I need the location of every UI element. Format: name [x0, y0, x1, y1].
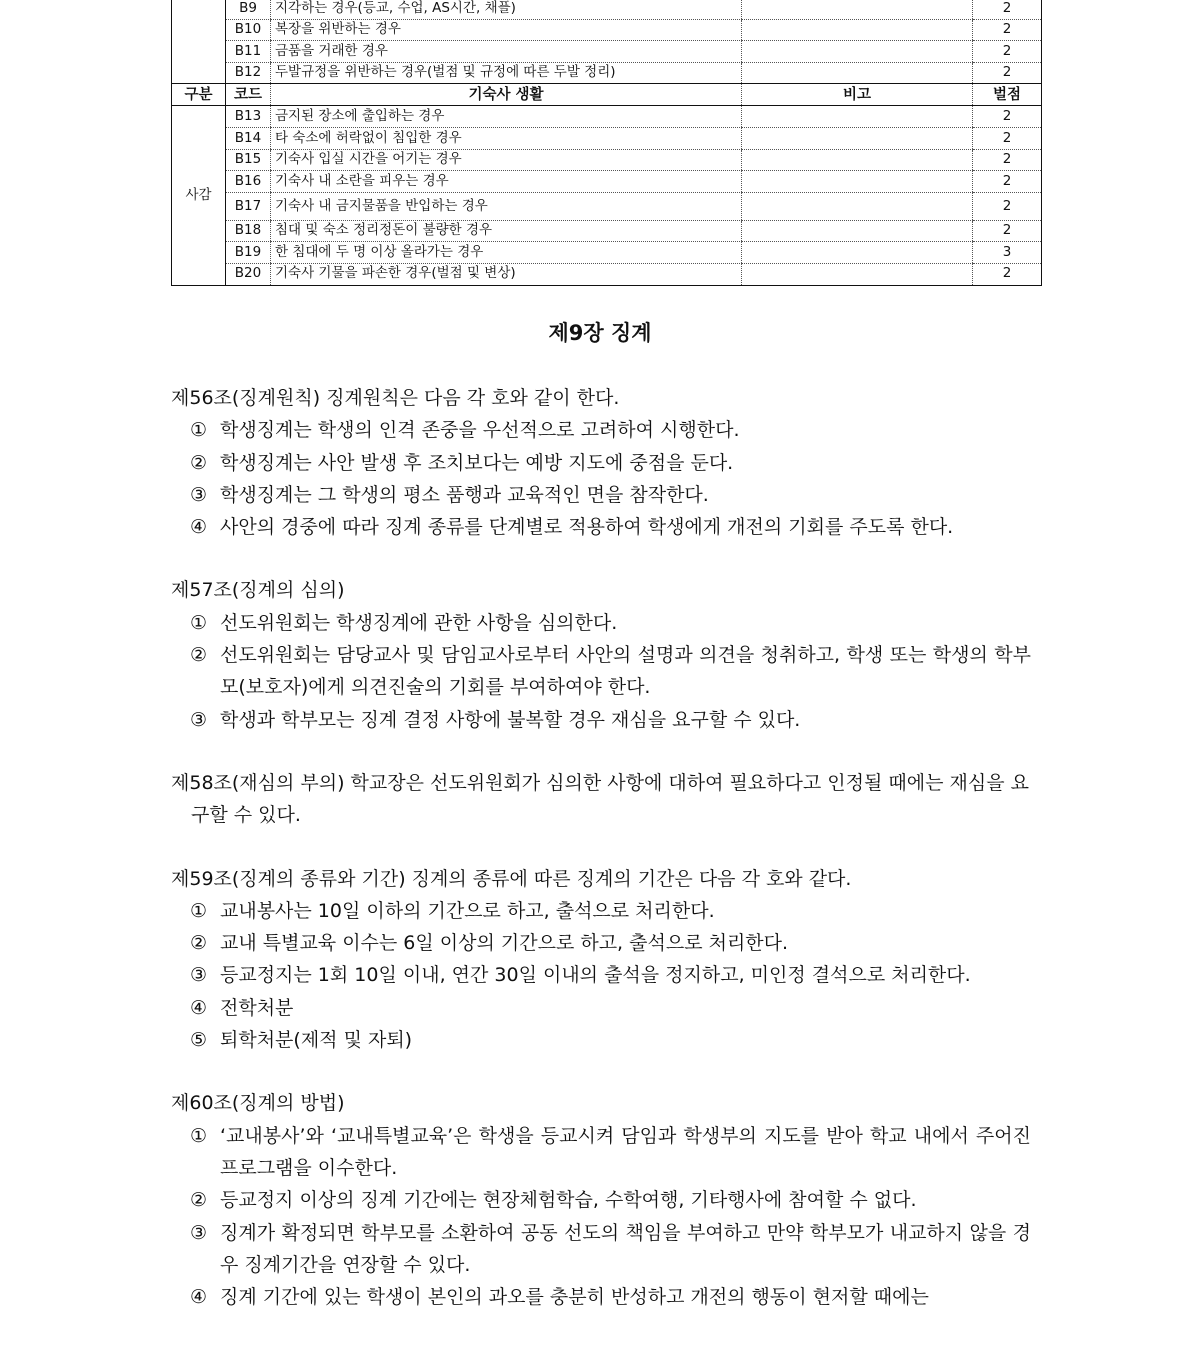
table-row: [172, 263, 1042, 285]
code-cell: B16: [226, 171, 271, 193]
code-cell: B20: [234, 265, 262, 282]
note-cell: [742, 127, 973, 149]
item-cell: 침대 및 숙소 정리정돈이 불량한 경우: [271, 220, 742, 242]
item-number: ③: [190, 708, 208, 731]
list-item: [171, 927, 1031, 959]
item-cell: 한 침대에 두 명 이상 올라가는 경우: [271, 242, 742, 264]
score-cell: 2: [973, 62, 1042, 84]
item-text: 학생징계는 그 학생의 평소 품행과 교육적인 면을 참작한다.: [220, 483, 709, 506]
table-row: [172, 242, 1042, 264]
table-row: [172, 106, 1042, 128]
score-cell: 2: [973, 19, 1042, 41]
table-row: [172, 127, 1042, 149]
score-cell: 3: [973, 242, 1042, 264]
note-cell: [742, 220, 973, 242]
list-item: [171, 639, 1031, 704]
header-code: 코드: [226, 84, 271, 106]
item-number: ①: [190, 1124, 208, 1147]
item-cell: 복장을 위반하는 경우: [271, 19, 742, 41]
list-item: [171, 607, 1031, 639]
list-item: [171, 1281, 1031, 1313]
note-cell: [742, 263, 973, 285]
chapter-title: 제9장 징계: [548, 321, 652, 345]
item-number: ③: [190, 483, 208, 506]
table-row: [172, 192, 1042, 220]
code-cell: B12: [226, 62, 271, 84]
item-number: ③: [190, 1221, 208, 1244]
header-note: 비고: [742, 84, 973, 106]
article-heading: 제59조(징계의 종류와 기간) 징계의 종류에 따른 징계의 기간은 다음 각 호와 같다.: [171, 867, 852, 890]
list-item: [171, 1024, 1031, 1056]
list-item: [171, 959, 1031, 991]
item-number: ②: [190, 932, 208, 955]
note-cell: [742, 242, 973, 264]
article-58: [171, 767, 1031, 832]
code-cell: B13: [226, 106, 271, 128]
list-item: [171, 1184, 1031, 1216]
item-cell: 기숙사 내 금지물품을 반입하는 경우: [271, 192, 742, 220]
score-cell: 2: [973, 192, 1042, 220]
header-score: 벌점: [973, 84, 1042, 106]
item-number: ⑤: [190, 1029, 208, 1052]
code-cell: B18: [226, 220, 271, 242]
item-text: 교내 특별교육 이수는 6일 이상의 기간으로 하고, 출석으로 처리한다.: [220, 932, 789, 955]
list-item: [171, 414, 1031, 446]
score-cell: 2: [973, 0, 1042, 19]
item-text: 학생과 학부모는 징계 결정 사항에 불복할 경우 재심을 요구할 수 있다.: [220, 708, 801, 731]
score-cell: 2: [973, 106, 1042, 128]
note-cell: [742, 171, 973, 193]
list-item: [171, 511, 1031, 543]
table-row: [172, 220, 1042, 242]
list-item: [171, 992, 1031, 1024]
item-cell: 기숙사 입실 시간을 어기는 경우: [271, 149, 742, 171]
item-text: 선도위원회는 담당교사 및 담임교사로부터 사안의 설명과 의견을 청취하고, 학생 또는 학생의 학부모(보호자)에게 의견진술의 기회를 부여하여야 한다.: [220, 644, 1031, 699]
item-number: ①: [190, 899, 208, 922]
note-cell: [742, 0, 973, 19]
category-cell-top: [172, 0, 226, 84]
code-cell: B11: [226, 41, 271, 63]
code-cell: B15: [226, 149, 271, 171]
item-number: ④: [190, 996, 208, 1019]
article-heading: 제57조(징계의 심의): [171, 579, 345, 602]
item-text: 교내봉사는 10일 이하의 기간으로 하고, 출석으로 처리한다.: [220, 899, 715, 922]
item-number: ④: [190, 516, 208, 539]
table-row: [172, 41, 1042, 63]
item-text: 퇴학처분(제적 및 자퇴): [220, 1029, 413, 1052]
penalty-table: [171, 0, 1042, 286]
score-cell: 2: [973, 41, 1042, 63]
code-cell: B10: [226, 19, 271, 41]
note-cell: [742, 192, 973, 220]
item-text: 징계 기간에 있는 학생이 본인의 과오를 충분히 반성하고 개전의 행동이 현저할 때에는: [220, 1286, 929, 1309]
item-text: 선도위원회는 학생징계에 관한 사항을 심의한다.: [220, 611, 618, 634]
item-number: ①: [190, 419, 208, 442]
article-60: [171, 1087, 1031, 1313]
score-cell: 2: [973, 149, 1042, 171]
note-cell: [742, 41, 973, 63]
document-body: [171, 382, 1031, 1344]
category-cell-dorm: 사감: [172, 106, 226, 285]
item-cell: 타 숙소에 허락없이 침입한 경우: [271, 127, 742, 149]
item-text: 전학처분: [220, 996, 294, 1019]
article-heading: 제56조(징계원칙) 징계원칙은 다음 각 호와 같이 한다.: [171, 387, 620, 409]
table-row: [172, 0, 1042, 19]
list-item: [171, 447, 1031, 479]
score-cell: 2: [973, 220, 1042, 242]
list-item: [171, 1217, 1031, 1282]
item-text: 등교정지 이상의 징계 기간에는 현장체험학습, 수학여행, 기타행사에 참여할 수 없다.: [220, 1189, 917, 1212]
item-text: 학생징계는 학생의 인격 존중을 우선적으로 고려하여 시행한다.: [220, 419, 740, 442]
table-row: [172, 62, 1042, 84]
list-item: [171, 1120, 1031, 1185]
score-cell: 2: [973, 263, 1042, 285]
item-text: 학생징계는 사안 발생 후 조치보다는 예방 지도에 중점을 둔다.: [220, 451, 734, 474]
code-cell: B14: [226, 127, 271, 149]
item-cell: 지각하는 경우(등교, 수업, AS시간, 채플): [271, 0, 742, 19]
item-cell: 금품을 거래한 경우: [271, 41, 742, 63]
score-cell: 2: [973, 171, 1042, 193]
item-number: ④: [190, 1286, 208, 1309]
note-cell: [742, 62, 973, 84]
item-text: 사안의 경중에 따라 징계 종류를 단계별로 적용하여 학생에게 개전의 기회를 주도록 한다.: [220, 516, 954, 539]
code-cell: B9: [226, 0, 271, 19]
item-cell: 기숙사 내 소란을 피우는 경우: [271, 171, 742, 193]
item-cell: 기숙사 기물을 파손한 경우(벌점 및 변상): [271, 263, 742, 285]
note-cell: [742, 149, 973, 171]
article-57: [171, 574, 1031, 735]
article-56: [171, 382, 1031, 543]
table-row: [172, 19, 1042, 41]
code-cell: B19: [226, 242, 271, 264]
table-header-row: [172, 84, 1042, 106]
item-text: ‘교내봉사’와 ‘교내특별교육’은 학생을 등교시켜 담임과 학생부의 지도를 받아 학교 내에서 주어진 프로그램을 이수한다.: [220, 1124, 1031, 1179]
item-number: ②: [190, 451, 208, 474]
item-number: ②: [190, 1189, 208, 1212]
score-cell: 2: [973, 127, 1042, 149]
item-text: 징계가 확정되면 학부모를 소환하여 공동 선도의 책임을 부여하고 만약 학부모가 내교하지 않을 경우 징계기간을 연장할 수 있다.: [220, 1221, 1031, 1276]
item-number: ③: [190, 964, 208, 987]
code-cell: B17: [226, 192, 271, 220]
header-item: 기숙사 생활: [271, 84, 742, 106]
item-number: ②: [190, 644, 208, 667]
item-cell: 두발규정을 위반하는 경우(벌점 및 규정에 따른 두발 정리): [271, 62, 742, 84]
list-item: [171, 895, 1031, 927]
article-heading: 제60조(징계의 방법): [171, 1092, 345, 1115]
list-item: [171, 704, 1031, 736]
list-item: [171, 479, 1031, 511]
note-cell: [742, 106, 973, 128]
table-row: [172, 149, 1042, 171]
item-cell: 금지된 장소에 출입하는 경우: [271, 106, 742, 128]
table-row: [172, 171, 1042, 193]
item-text: 등교정지는 1회 10일 이내, 연간 30일 이내의 출석을 정지하고, 미인정 결석으로 처리한다.: [220, 964, 971, 987]
article-heading: 제58조(재심의 부의) 학교장은 선도위원회가 심의한 사항에 대하여 필요하다고 인정될 때에는 재심을 요구할 수 있다.: [171, 771, 1029, 827]
item-number: ①: [190, 611, 208, 634]
note-cell: [742, 19, 973, 41]
header-category: 구분: [172, 84, 226, 106]
article-59: [171, 863, 1031, 1057]
